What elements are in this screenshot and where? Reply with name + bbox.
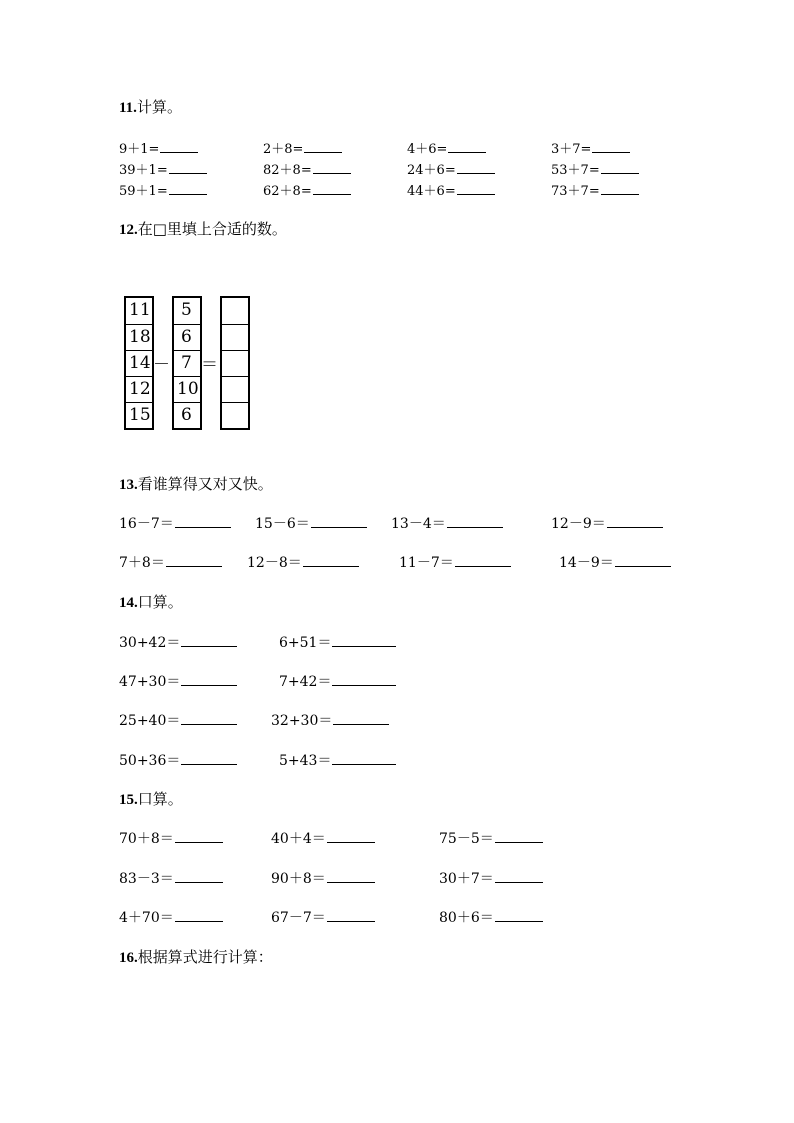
q11-item: 3＋7=: [551, 138, 630, 157]
subtrahend-cell: 5: [181, 300, 192, 320]
q15-item: 70＋8＝: [119, 828, 223, 848]
q15-item: 90＋8＝: [271, 868, 375, 888]
q11-item: 53＋7=: [551, 159, 639, 178]
q11-title: [119, 96, 182, 117]
q11-item: 4＋6=: [407, 138, 486, 157]
answer-box[interactable]: [222, 402, 248, 428]
answer-blank[interactable]: [311, 526, 367, 528]
q15-item: 4＋70＝: [119, 907, 223, 927]
q11-item: 9＋1=: [119, 138, 198, 157]
answer-blank[interactable]: [332, 763, 396, 765]
answer-blank[interactable]: [457, 172, 495, 174]
q15-item: 80＋6＝: [439, 907, 543, 927]
q15-item: 30＋7＝: [439, 868, 543, 888]
q13-item: 12－9＝: [551, 513, 663, 533]
q11-item: 62＋8=: [263, 180, 351, 199]
answer-blank[interactable]: [303, 565, 359, 567]
minuend-cell: 11: [129, 300, 151, 320]
subtrahend-cell: 6: [174, 402, 200, 428]
minus-sign: －: [153, 355, 170, 375]
q11-number: 11.: [119, 100, 137, 116]
minuend-cell: 18: [126, 324, 152, 350]
q13-item: 7＋8＝: [119, 552, 222, 572]
answer-blank[interactable]: [332, 684, 396, 686]
subtrahend-column: [172, 296, 202, 430]
subtrahend-cell: 7: [174, 350, 200, 376]
q11-item: 73＋7=: [551, 180, 639, 199]
q13-item: 15－6＝: [255, 513, 367, 533]
answer-blank[interactable]: [327, 881, 375, 883]
minuend-cell: 15: [126, 402, 152, 428]
answer-blank[interactable]: [457, 193, 495, 195]
q14-item: 6+51＝: [279, 632, 396, 652]
answer-blank[interactable]: [313, 172, 351, 174]
minuend-cell: 12: [126, 376, 152, 402]
answer-blank[interactable]: [181, 723, 237, 725]
answer-blank[interactable]: [615, 565, 671, 567]
q13-title: [119, 473, 273, 494]
answer-blank[interactable]: [175, 841, 223, 843]
answer-blank[interactable]: [160, 151, 198, 153]
q16-text: 根据算式进行计算：: [137, 948, 273, 966]
answer-blank[interactable]: [313, 193, 351, 195]
q13-number: 13.: [119, 477, 138, 493]
answer-box[interactable]: [222, 376, 248, 402]
answer-blank[interactable]: [495, 841, 543, 843]
answer-blank[interactable]: [181, 684, 237, 686]
minuend-column: [124, 296, 154, 430]
q11-item: 82＋8=: [263, 159, 351, 178]
q11-item: 2＋8=: [263, 138, 342, 157]
subtrahend-cell: 10: [174, 376, 200, 402]
answer-column: [220, 296, 250, 430]
answer-blank[interactable]: [327, 920, 375, 922]
answer-blank[interactable]: [592, 151, 630, 153]
answer-blank[interactable]: [607, 526, 663, 528]
minuend-cell: 14: [126, 350, 152, 376]
q11-item: 59＋1=: [119, 180, 207, 199]
q12-number: 12.: [119, 222, 138, 238]
answer-blank[interactable]: [181, 645, 237, 647]
q13-item: 13－4＝: [391, 513, 503, 533]
answer-blank[interactable]: [175, 526, 231, 528]
q15-text: 口算。: [137, 790, 183, 808]
q13-item: 14－9＝: [559, 552, 671, 572]
answer-blank[interactable]: [175, 881, 223, 883]
q14-item: 7+42＝: [279, 671, 396, 691]
answer-box[interactable]: [222, 350, 248, 376]
answer-box[interactable]: [222, 298, 248, 324]
answer-blank[interactable]: [181, 763, 237, 765]
answer-blank[interactable]: [333, 723, 389, 725]
q14-item: 25+40＝: [119, 710, 237, 730]
q11-item: 44＋6=: [407, 180, 495, 199]
answer-blank[interactable]: [448, 151, 486, 153]
q15-item: 40＋4＝: [271, 828, 375, 848]
answer-blank[interactable]: [304, 151, 342, 153]
answer-blank[interactable]: [455, 565, 511, 567]
q14-item: 30+42＝: [119, 632, 237, 652]
q12-text: 在□里填上合适的数。: [137, 220, 287, 238]
q13-text: 看谁算得又对又快。: [137, 475, 273, 493]
q13-item: 16－7＝: [119, 513, 231, 533]
q14-item: 32+30＝: [271, 710, 389, 730]
q15-item: 83－3＝: [119, 868, 223, 888]
answer-blank[interactable]: [169, 193, 207, 195]
answer-blank[interactable]: [175, 920, 223, 922]
q15-item: 67－7＝: [271, 907, 375, 927]
q13-item: 12－8＝: [247, 552, 359, 572]
answer-blank[interactable]: [495, 881, 543, 883]
answer-blank[interactable]: [169, 172, 207, 174]
q14-number: 14.: [119, 595, 138, 611]
answer-blank[interactable]: [166, 565, 222, 567]
answer-box[interactable]: [222, 324, 248, 350]
q15-title: [119, 788, 183, 809]
answer-blank[interactable]: [495, 920, 543, 922]
q14-item: 50+36＝: [119, 750, 237, 770]
q12-title: [119, 218, 287, 239]
q13-item: 11－7＝: [399, 552, 511, 572]
q11-item: 39＋1=: [119, 159, 207, 178]
answer-blank[interactable]: [601, 172, 639, 174]
answer-blank[interactable]: [447, 526, 503, 528]
answer-blank[interactable]: [332, 645, 396, 647]
q15-item: 75－5＝: [439, 828, 543, 848]
q11-item: 24＋6=: [407, 159, 495, 178]
q14-text: 口算。: [137, 593, 183, 611]
q11-text: 计算。: [136, 98, 182, 116]
q14-title: [119, 591, 183, 612]
equals-sign: ＝: [201, 355, 218, 375]
q16-number: 16.: [119, 950, 138, 966]
q14-item: 47+30＝: [119, 671, 237, 691]
q16-title: [119, 946, 273, 967]
answer-blank[interactable]: [327, 841, 375, 843]
q15-number: 15.: [119, 792, 138, 808]
answer-blank[interactable]: [601, 193, 639, 195]
q14-item: 5+43＝: [279, 750, 396, 770]
subtrahend-cell: 6: [174, 324, 200, 350]
